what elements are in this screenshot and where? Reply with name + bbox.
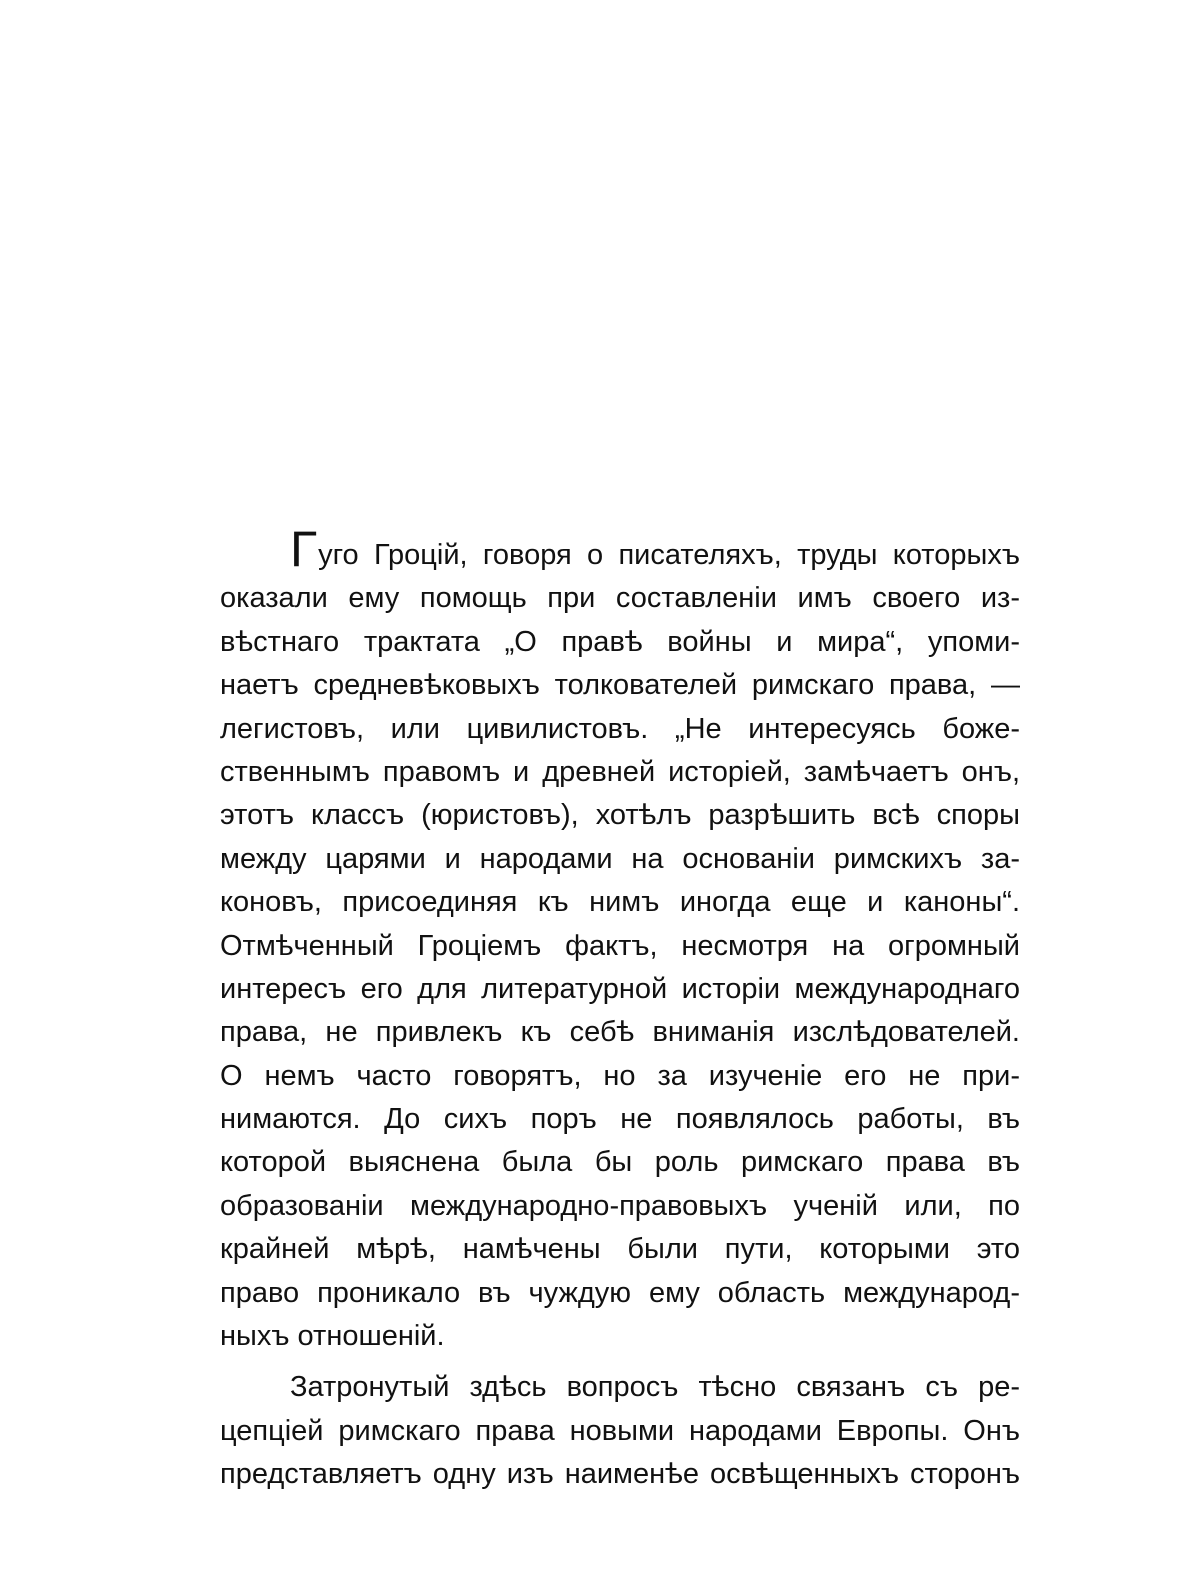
text-line: Отмѣченный Гроціемъ фактъ, несмотря на огромный (220, 929, 1020, 962)
text-line: Затронутый здѣсь вопросъ тѣсно связанъ съ ре- (290, 1371, 1020, 1404)
text-line: интересъ его для литературной исторіи международнаго (220, 972, 1020, 1005)
text-line: вѣстнаго трактата „О правѣ войны и мира“, упоми- (220, 625, 1020, 658)
text-line: Гуго Гроцій, говоря о писателяхъ, труды которыхъ (290, 521, 1020, 577)
text-line: О немъ часто говорятъ, но за изученіе его не при- (220, 1059, 1020, 1092)
text-line: этотъ классъ (юристовъ), хотѣлъ разрѣшить всѣ споры (220, 799, 1020, 832)
body-text (220, 521, 1020, 1497)
text-line: легистовъ, или цивилистовъ. „Не интересуясь боже- (220, 712, 1020, 745)
text-line: коновъ, присоединяя къ нимъ иногда еще и каноны“. (220, 886, 1020, 919)
text-line: права, не привлекъ къ себѣ вниманія изслѣдователей. (220, 1016, 1020, 1049)
text-line: оказали ему помощь при составленіи имъ своего из- (220, 582, 1020, 615)
text-line: цепціей римскаго права новыми народами Европы. Онъ (220, 1414, 1020, 1447)
paragraph-1 (220, 521, 1020, 1358)
drop-cap: Г (290, 521, 318, 577)
text-line: образованіи международно-правовыхъ ученій или, по (220, 1189, 1020, 1222)
text-line: ныхъ отношеній. (220, 1320, 445, 1353)
text-line: право проникало въ чуждую ему область международ- (220, 1276, 1020, 1309)
text-line: которой выяснена была бы роль римскаго права въ (220, 1146, 1020, 1179)
text-line: между царями и народами на основаніи римскихъ за- (220, 842, 1020, 875)
text-line: наетъ средневѣковыхъ толкователей римскаго права, — (220, 669, 1020, 702)
text-line: нимаются. До сихъ поръ не появлялось работы, въ (220, 1103, 1020, 1136)
text-line: ственнымъ правомъ и древней исторіей, замѣчаетъ онъ, (220, 755, 1020, 788)
text-line: крайней мѣрѣ, намѣчены были пути, которыми это (220, 1233, 1020, 1266)
text-line: представляетъ одну изъ наименѣе освѣщенныхъ сторонъ (220, 1458, 1020, 1491)
paragraph-2 (220, 1366, 1020, 1496)
